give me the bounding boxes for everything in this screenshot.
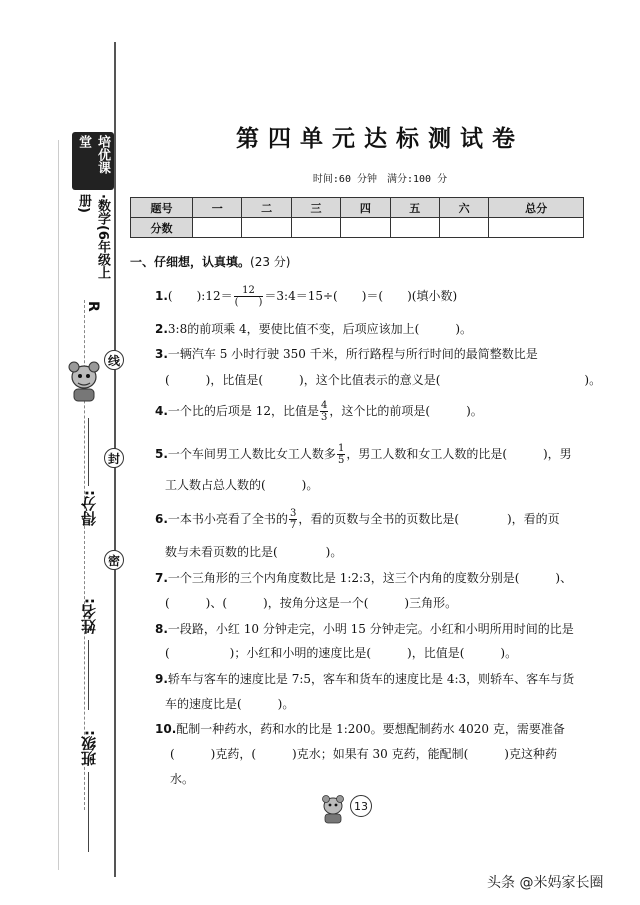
question-10-line-2: ( )克药，( )克水；如果有 30 克药，能配制( )克这种药 — [170, 747, 557, 761]
page-number: 13 — [350, 795, 372, 817]
question-7 — [155, 569, 572, 586]
question-3 — [155, 345, 538, 362]
fraction-numerator: 4 — [321, 400, 328, 411]
question-number: 3. — [155, 347, 168, 361]
score-field-line — [88, 418, 89, 486]
question-9 — [155, 670, 574, 687]
score-header-cell: 三 — [291, 198, 340, 218]
question-6 — [155, 508, 560, 531]
score-table — [130, 197, 584, 238]
question-text: ，男工人数和女工人数的比是( )，男 — [346, 447, 572, 461]
fraction-denominator: ( ) — [234, 297, 263, 308]
seal-secret: 密 — [104, 550, 124, 570]
score-header-cell: 二 — [242, 198, 291, 218]
question-text: 一个车间男工人数比女工人数多 — [167, 447, 336, 461]
fraction-denominator: 5 — [337, 455, 345, 466]
question-5-line-2: 工人数占总人数的( )。 — [165, 478, 319, 492]
score-table-header-row — [131, 198, 584, 218]
score-header-cell: 四 — [341, 198, 390, 218]
score-cell[interactable] — [390, 218, 439, 238]
question-number: 5. — [155, 447, 168, 461]
question-10 — [155, 720, 565, 737]
question-text: 一个比的后项是 12，比值是 — [167, 404, 320, 418]
binding-strip — [0, 0, 120, 905]
question-number: 2. — [155, 322, 168, 336]
score-cell[interactable] — [193, 218, 242, 238]
fraction-numerator: 3 — [289, 508, 297, 519]
score-header-cell: 一 — [193, 198, 242, 218]
edition-label: R — [85, 301, 101, 312]
question-2 — [155, 320, 472, 337]
name-field-line — [88, 640, 89, 710]
score-header-cell: 总分 — [489, 198, 584, 218]
score-row-label: 分数 — [131, 218, 193, 238]
question-6-line-2: 数与未看页数的比是( )。 — [165, 545, 343, 559]
class-field-label: 班级: — [80, 730, 98, 766]
question-8 — [155, 620, 574, 637]
seal-line: 线 — [104, 350, 124, 370]
fraction — [234, 285, 264, 308]
question-7-line-2: ( )、( )，按角分这是一个( )三角形。 — [165, 596, 458, 610]
score-header-cell: 五 — [390, 198, 439, 218]
class-field-line — [88, 772, 89, 852]
score-cell[interactable] — [242, 218, 291, 238]
name-field-label: 姓名: — [80, 598, 98, 634]
question-5 — [155, 443, 572, 466]
mascot-icon — [64, 357, 104, 405]
brand-banner — [76, 132, 110, 312]
question-number: 4. — [155, 404, 168, 418]
seal-seal: 封 — [104, 448, 124, 468]
fraction-denominator: 7 — [289, 520, 297, 531]
page-edge-line — [58, 140, 59, 870]
question-4 — [155, 400, 483, 423]
score-header-cell: 题号 — [131, 198, 193, 218]
score-table-score-row — [131, 218, 584, 238]
section-title: 一、仔细想，认真填。 — [130, 255, 251, 269]
question-number: 6. — [155, 512, 168, 526]
section-points: (23 分) — [250, 255, 291, 269]
score-header-cell: 六 — [439, 198, 488, 218]
question-text: 轿车与客车的速度比是 7:5，客车和货车的速度比是 4:3，则轿车、客车与货 — [167, 672, 575, 686]
question-text: 一段路，小红 10 分钟走完，小明 15 分钟走完。小红和小明所用时间的比是 — [167, 622, 574, 636]
time-info: 时间:60 分钟 满分:100 分 — [312, 174, 448, 185]
question-text: ( ):12＝ — [167, 289, 233, 303]
question-number: 10. — [155, 722, 177, 736]
question-10-line-3: 水。 — [170, 772, 195, 786]
score-cell[interactable] — [439, 218, 488, 238]
section-heading — [130, 253, 290, 270]
score-cell[interactable] — [489, 218, 584, 238]
question-1 — [155, 285, 457, 308]
question-text: 一个三角形的三个内角度数比是 1:2:3，这三个内角的度数分别是( )、 — [167, 571, 573, 585]
question-number: 8. — [155, 622, 168, 636]
fraction — [337, 443, 345, 466]
question-number: 7. — [155, 571, 168, 585]
question-9-line-2: 车的速度比是( )。 — [165, 697, 295, 711]
question-text: 3:8的前项乘 4，要使比值不变，后项应该加上( )。 — [167, 322, 473, 336]
brand-logo: 培优课堂 — [72, 132, 114, 190]
question-text: 配制一种药水，药和水的比是 1:200。要想配制药水 4020 克，需要准备 — [176, 722, 565, 736]
watermark: 头条 @米妈家长圈 — [487, 875, 604, 891]
question-number: 9. — [155, 672, 168, 686]
score-cell[interactable] — [341, 218, 390, 238]
fraction-numerator: 1 — [337, 443, 345, 454]
fraction-numerator: 12 — [234, 285, 264, 297]
question-text: ＝3:4＝15÷( )＝( )(填小数) — [264, 289, 458, 303]
fraction — [320, 400, 328, 423]
question-text: 一辆汽车 5 小时行驶 350 千米，所行路程与所行时间的最简整数比是 — [167, 347, 538, 361]
score-field-label: 得分: — [80, 490, 98, 526]
question-text: ，看的页数与全书的页数比是( )，看的页 — [298, 512, 560, 526]
fraction — [289, 508, 297, 531]
subject-label: ·数学(6年级上册) — [76, 193, 110, 279]
question-8-line-2: ( )；小红和小明的速度比是( )，比值是( )。 — [165, 646, 518, 660]
page-title: 第四单元达标测试卷 — [236, 125, 524, 152]
score-cell[interactable] — [291, 218, 340, 238]
fraction-denominator: 3 — [321, 412, 328, 423]
question-text: 一本书小亮看了全书的 — [167, 512, 288, 526]
question-text: ，这个比的前项是( )。 — [329, 404, 483, 418]
question-3-line-2: ( )，比值是( )，这个比值表示的意义是( )。 — [165, 373, 602, 387]
question-number: 1. — [155, 289, 168, 303]
